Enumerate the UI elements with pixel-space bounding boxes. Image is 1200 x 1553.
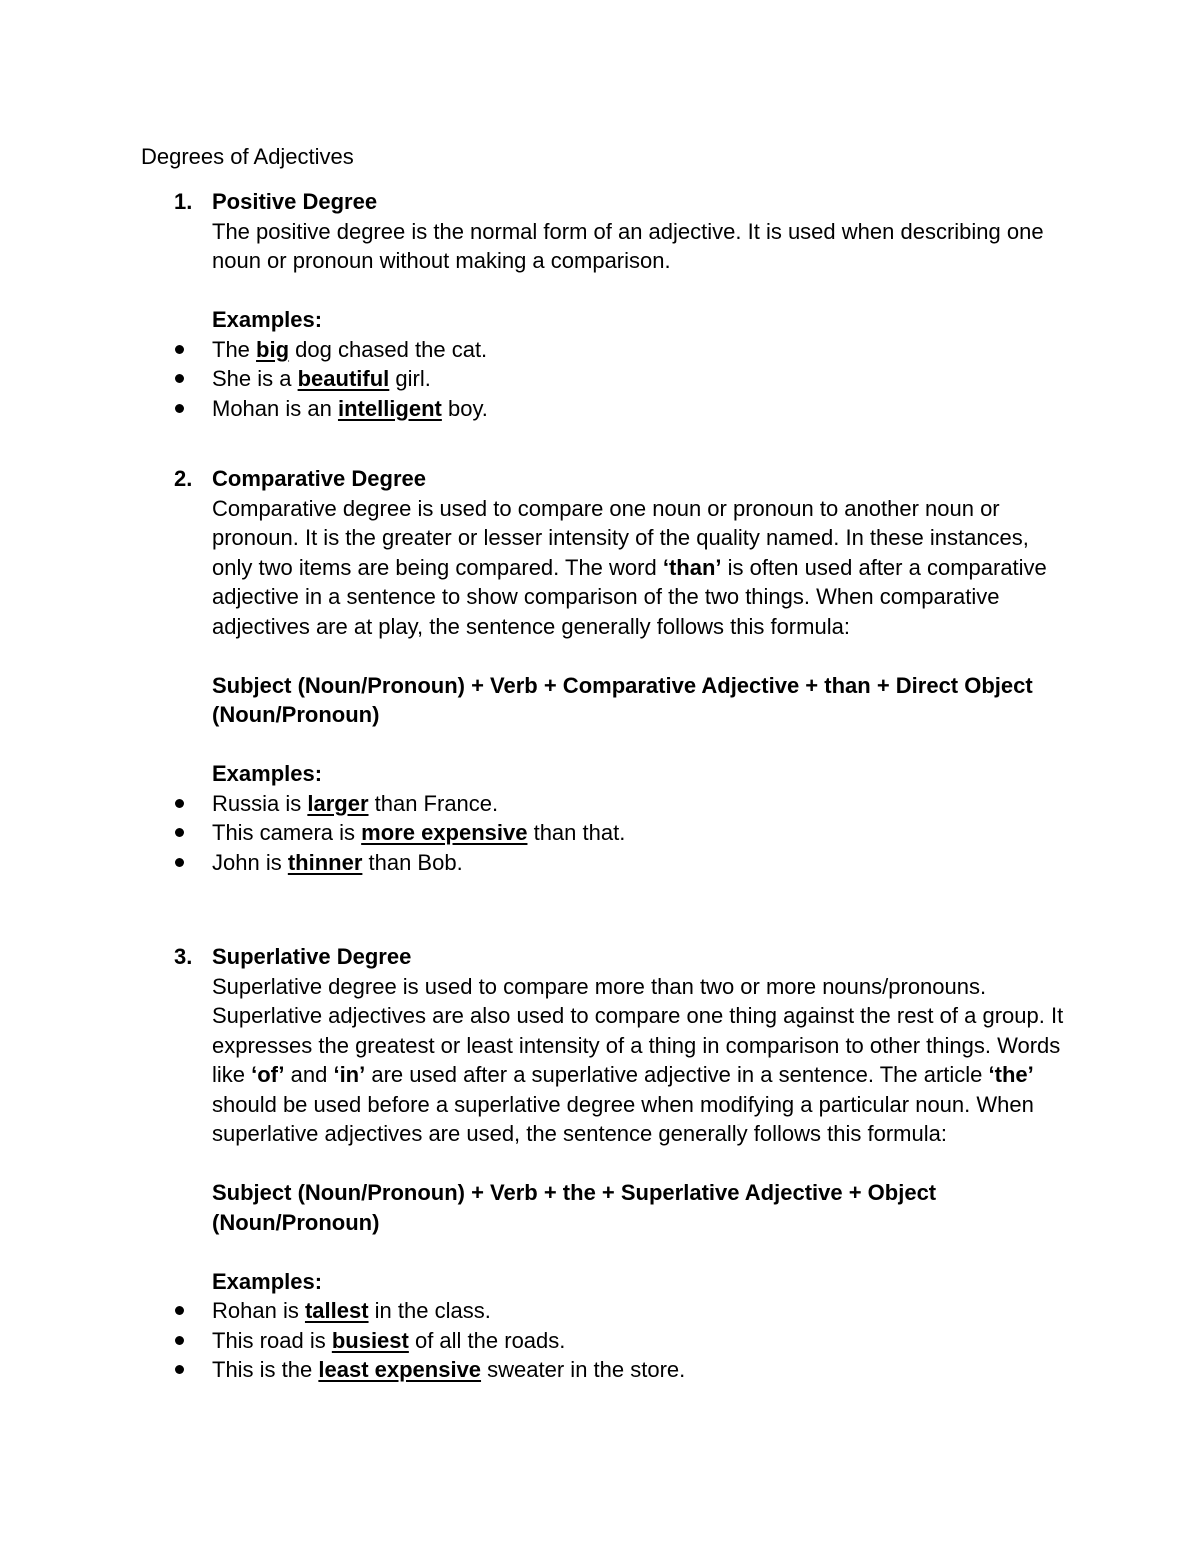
example-adjective: thinner	[287, 849, 363, 875]
bullet-icon	[175, 858, 184, 867]
section-description	[212, 494, 1072, 642]
page-title: Degrees of Adjectives	[141, 144, 354, 169]
section-heading: Positive Degree	[212, 189, 378, 214]
examples-list	[212, 1296, 1072, 1385]
description-text: are used after a superlative adjective in a sentence. The article	[365, 1062, 989, 1087]
section-number: 2.	[174, 466, 193, 491]
section-number: 3.	[174, 944, 193, 969]
example-adjective: intelligent	[337, 395, 442, 421]
example-item	[142, 789, 1072, 819]
example-text-before: Rohan is	[212, 1298, 305, 1323]
example-item	[142, 1296, 1072, 1326]
keyword-than: ‘than’	[662, 554, 722, 580]
keyword-the: ‘the’	[988, 1062, 1034, 1087]
examples-label: Examples:	[212, 761, 323, 786]
section-body	[212, 942, 1072, 1385]
description-text: and	[284, 1062, 334, 1087]
example-text-after: boy.	[441, 395, 488, 421]
section-body	[212, 187, 1072, 423]
examples-list	[212, 335, 1072, 424]
example-text-before: This is the	[212, 1357, 319, 1382]
example-text-after: dog chased the cat.	[289, 336, 488, 362]
bullet-icon	[175, 1306, 184, 1315]
description-text: Comparative degree is used to compare one noun or pronoun to another noun or pronoun. It is the greater or lesser intensity of the quality named. In these instances, only two items are being compared. The word	[212, 495, 1029, 580]
formula: Subject (Noun/Pronoun) + Verb + Comparative Adjective + than + Direct Object (Noun/Pronoun)	[212, 672, 1033, 727]
formula: Subject (Noun/Pronoun) + Verb + the + Superlative Adjective + Object (Noun/Pronoun)	[212, 1180, 937, 1235]
example-text-after: than that.	[527, 820, 626, 845]
description-text: should be used before a superlative degree when modifying a particular noun. When superlative adjectives are used, the sentence generally follows this formula:	[212, 1091, 1034, 1146]
examples-label: Examples:	[212, 1268, 323, 1294]
bullet-icon	[175, 374, 184, 383]
section-description: The positive degree is the normal form of an adjective. It is used when describing one noun or pronoun without making a comparison.	[212, 218, 1044, 273]
section-number: 1.	[174, 189, 193, 214]
example-text-after: than France.	[368, 790, 499, 816]
section-description	[212, 972, 1072, 1149]
example-item	[142, 818, 1072, 848]
example-item	[142, 1326, 1072, 1356]
example-text-before: John is	[212, 849, 288, 875]
example-text-after: in the class.	[368, 1298, 491, 1323]
example-item	[142, 1355, 1072, 1385]
example-adjective: least expensive	[318, 1357, 482, 1382]
bullet-icon	[175, 1365, 184, 1374]
examples-label: Examples:	[212, 307, 323, 332]
section-heading: Superlative Degree	[212, 944, 412, 969]
bullet-icon	[175, 828, 184, 837]
example-item	[142, 848, 1072, 878]
example-text-after: than Bob.	[362, 849, 463, 875]
example-adjective: big	[256, 336, 290, 362]
example-text-before: This camera is	[212, 820, 362, 845]
examples-list	[212, 789, 1072, 878]
example-text-after: girl.	[389, 366, 431, 391]
section-body	[212, 464, 1072, 877]
example-adjective: beautiful	[297, 366, 390, 391]
keyword-in: ‘in’	[333, 1062, 366, 1087]
bullet-icon	[175, 404, 184, 413]
example-text-after: of all the roads.	[408, 1327, 566, 1353]
example-adjective: more expensive	[361, 820, 528, 845]
example-adjective: tallest	[304, 1298, 369, 1323]
description-text: is often used after a comparative adjective in a sentence to show comparison of the two things. When comparative adjectives are at play, the sentence generally follows this formula:	[212, 554, 1047, 639]
example-text-after: sweater in the store.	[481, 1357, 686, 1382]
example-text-before: This road is	[212, 1327, 332, 1353]
example-item	[142, 394, 1072, 424]
keyword-of: ‘of’	[251, 1062, 285, 1087]
example-text-before: She is a	[212, 366, 298, 391]
example-text-before: Mohan is an	[212, 395, 338, 421]
example-adjective: larger	[307, 790, 369, 816]
bullet-icon	[175, 345, 184, 354]
example-text-before: The	[212, 336, 257, 362]
example-item	[142, 335, 1072, 365]
example-item	[142, 364, 1072, 394]
bullet-icon	[175, 1336, 184, 1345]
example-text-before: Russia is	[212, 790, 308, 816]
section-heading: Comparative Degree	[212, 466, 426, 491]
description-text: Superlative degree is used to compare more than two or more nouns/pronouns. Superlative adjectives are also used to compare one thing against the rest of a group. It expresses the greatest or least intensity of a thing in comparison to other things. Words like	[212, 973, 1064, 1087]
bullet-icon	[175, 799, 184, 808]
example-adjective: busiest	[331, 1327, 409, 1353]
